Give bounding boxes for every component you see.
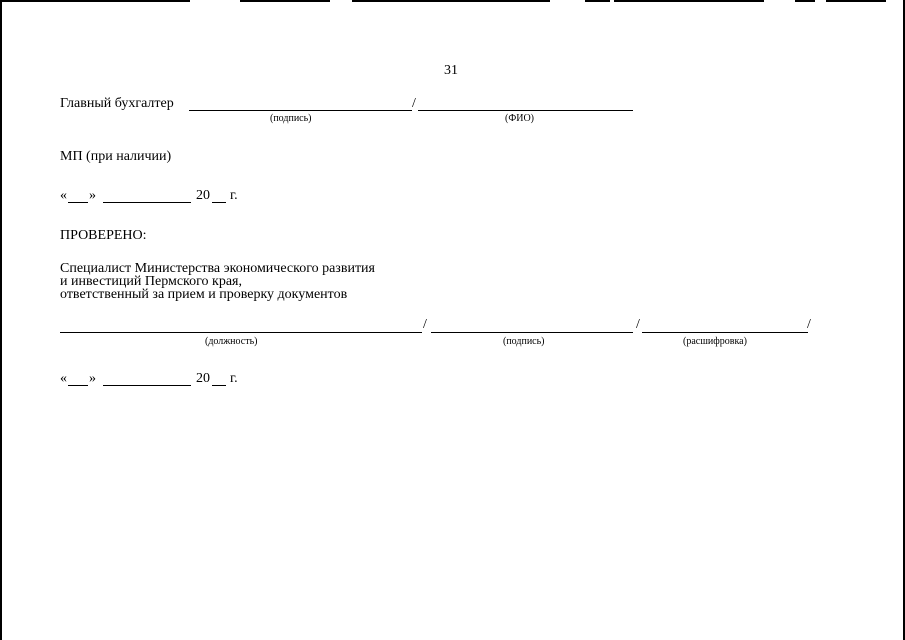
scan-top-line (240, 0, 330, 2)
chief-accountant-label: Главный бухгалтер (60, 96, 174, 111)
slash: / (423, 317, 427, 332)
scan-top-line (352, 0, 550, 2)
date-close-quote: » (89, 188, 96, 203)
caption-signature: (подпись) (270, 113, 312, 124)
specialist-line-3: ответственный за прием и проверку документов (60, 287, 348, 302)
seal-text: МП (при наличии) (60, 149, 172, 164)
caption-signature: (подпись) (503, 336, 545, 347)
date-year-prefix: 20 (196, 188, 210, 203)
day-line (68, 202, 88, 203)
year-line (212, 202, 226, 203)
slash: / (807, 317, 811, 332)
specialist-line-2: и инвестиций Пермского края, (60, 274, 242, 289)
verified-heading: ПРОВЕРЕНО: (60, 228, 147, 243)
date-year-suffix: г. (230, 188, 238, 203)
scan-top-line (614, 0, 764, 2)
signature-line (189, 110, 412, 111)
date-year-prefix: 20 (196, 371, 210, 386)
signature-line (431, 332, 633, 333)
decoding-line (642, 332, 808, 333)
scan-top-line (795, 0, 815, 2)
scan-top-line (0, 0, 190, 2)
year-line (212, 385, 226, 386)
date-year-suffix: г. (230, 371, 238, 386)
position-line (60, 332, 422, 333)
caption-decoding: (расшифровка) (683, 336, 747, 347)
date-close-quote: » (89, 371, 96, 386)
month-line (103, 202, 191, 203)
day-line (68, 385, 88, 386)
scan-border-left (0, 0, 2, 640)
name-line (418, 110, 633, 111)
slash: / (412, 96, 416, 111)
month-line (103, 385, 191, 386)
specialist-line-1: Специалист Министерства экономического развития (60, 261, 375, 276)
caption-position: (должность) (205, 336, 258, 347)
page-number: 31 (444, 63, 458, 78)
date-open-quote: « (60, 188, 67, 203)
slash: / (636, 317, 640, 332)
scan-top-line (826, 0, 886, 2)
scan-top-line (585, 0, 610, 2)
caption-name: (ФИО) (505, 113, 535, 124)
date-open-quote: « (60, 371, 67, 386)
